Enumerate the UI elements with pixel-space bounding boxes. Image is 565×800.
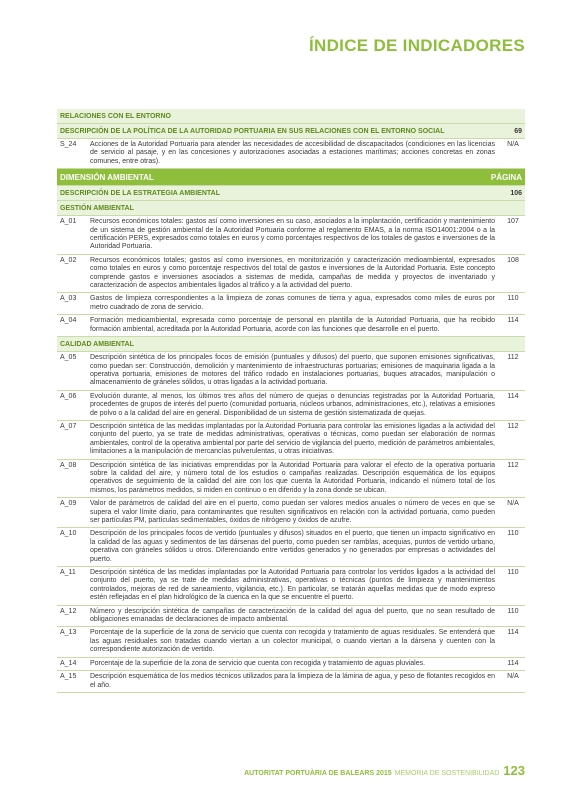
indicator-page: 114 (507, 392, 519, 400)
indicator-description: Recursos económicos totales: gastos así como inversiones en su caso, asociados a la implantación, certificación y mantenimiento de un sistema de gestión ambiental de la Autoridad Portuaria conforme al reglamento EMAS, a la norma ISO14001:2004 o a la certificación PERS, expresados como totales en euros y como porcentajes respectivos de los totales de gastos e inversiones de la Autoridad Portuaria. (90, 218, 495, 251)
indicator-description: Número y descripción sintética de campañas de caracterización de la calidad del agua del puerto, que no sean resultado de obligaciones emanadas de declaraciones de impacto ambiental. (90, 607, 495, 624)
table-row (57, 391, 525, 421)
table-row (57, 528, 525, 567)
indicator-page: N/A (507, 141, 519, 148)
indicator-page: 107 (507, 218, 519, 226)
subsection-header (57, 124, 525, 139)
table-row (57, 315, 525, 337)
page-footer (244, 763, 525, 778)
dimension-title: DIMENSIÓN AMBIENTAL (60, 172, 154, 182)
subsection-title: DESCRIPCIÓN DE LA POLÍTICA DE LA AUTORIDAD PORTUARIA EN SUS RELACIONES CON EL ENTORNO SOCIAL (60, 127, 445, 135)
table-row (57, 567, 525, 606)
indicator-description: Descripción sintética de las medidas implantadas por la Autoridad Portuaria para controlar las emisiones ligadas a la actividad del conjunto del puerto, ya se trate de medidas administrativas, operativas o técnicas, como puedan ser elaboración de normas ambientales, control de la operativa ambiental por parte del servicio de vigilancia del puerto, medición de parámetros ambientales, limitaciones a la manipulación de mercancías pulverulentas, u otras iniciativas. (90, 422, 495, 456)
table-row (57, 293, 525, 315)
indicator-page: 114 (507, 659, 519, 667)
subsection-header (57, 201, 525, 216)
table-row (57, 627, 525, 657)
indicator-code: A_10 (60, 530, 77, 538)
indicator-code: A_15 (60, 673, 77, 681)
footer-subtitle: MEMORIA DE SOSTENIBILIDAD (394, 770, 500, 777)
section-header (57, 109, 525, 124)
table-row (57, 658, 525, 671)
indicator-code: A_01 (60, 218, 77, 226)
indicator-page: 114 (507, 629, 519, 637)
indicator-page: 112 (507, 461, 519, 469)
page-title: ÍNDICE DE INDICADORES (309, 36, 525, 55)
table-row (57, 671, 525, 693)
indicator-description: Descripción de los principales focos de vertido (puntuales y difusos) situados en el puerto, que tienen un impacto significativo en la calidad de las aguas y sedimentos de las dársenas del puerto, como pueden ser ramblas, acequias, puntos de vertido urbano, operativa con gráneles sólidos u otros. Diferenciando entre vertidos generados y no generados por empresas o actividades del puerto. (90, 530, 495, 563)
indicator-description: Valor de parámetros de calidad del aire en el puerto, como puedan ser valores medios anuales o número de veces en que se supera el valor límite diario, para contaminantes que resulten significativos en relación con la actividad portuaria, como pueden ser partículas PM, partículas sedimentables, óxidos de nitrógeno y óxidos de azufre. (90, 500, 495, 524)
table-row (57, 139, 525, 169)
indicator-description: Descripción esquemática de los medios técnicos utilizados para la limpieza de la lámina de agua, y peso de flotantes recogidos en el año. (90, 673, 495, 689)
table-row (57, 460, 525, 499)
indicator-code: A_07 (60, 422, 77, 430)
subsection-header (57, 186, 525, 201)
indicator-page: 110 (507, 530, 519, 538)
estrategia-page: 106 (510, 189, 522, 197)
table-row (57, 498, 525, 528)
indicator-code: A_09 (60, 500, 77, 508)
calidad-title: CALIDAD AMBIENTAL (60, 340, 134, 348)
table-row (57, 421, 525, 460)
indicator-description: Evolución durante, al menos, los últimos tres años del número de quejas o denuncias registradas por la Autoridad Portuaria, procedentes de grupos de interés del puerto (comunidad portuaria, núcleos urbanos, administraciones, etc.), relativas a emisiones de polvo o a la calidad del aire en general. Disponibilidad de un sistema de gestión sistematizada de quejas. (90, 392, 495, 417)
indicator-code: A_13 (60, 629, 77, 637)
indicator-page: 114 (507, 317, 519, 325)
indicator-page: N/A (507, 500, 519, 508)
indicator-page: 112 (507, 422, 519, 430)
indicator-description: Porcentaje de la superficie de la zona de servicio que cuenta con recogida y tratamiento de aguas residuales. Se entenderá que las aguas residuales son tratadas cuando viertan a un colector municipal, o cuando viertan a la dársena y cuenten con la correspondiente autorización de vertido. (90, 629, 495, 654)
dimension-bar (57, 169, 525, 186)
indicator-code: A_03 (60, 295, 77, 303)
indicator-page: 110 (507, 295, 519, 303)
indicator-code: A_06 (60, 392, 77, 400)
indicator-code: A_12 (60, 607, 77, 615)
indicator-code: A_05 (60, 354, 77, 362)
indicators-table (57, 109, 525, 693)
indicator-description: Descripción sintética de las medidas implantadas por la Autoridad Portuaria para controlar los vertidos ligados a la actividad del conjunto del puerto, ya se trate de medidas administrativas, operativas o técnicas (puntos de limpieza y mantenimientos controlados, mejoras de red de saneamiento, vigilancia, etc.). En particular, se tratarán aquellas medidas que de modo expreso estén reflejadas en el plan hidrológico de la cuenca en la que se encuentre el puerto. (90, 569, 495, 602)
indicator-page: N/A (507, 673, 519, 681)
estrategia-title: DESCRIPCIÓN DE LA ESTRATEGIA AMBIENTAL (60, 189, 220, 197)
indicator-code: S_24 (60, 141, 77, 148)
footer-org: AUTORITAT PORTUÀRIA DE BALEARS 2015 (244, 770, 392, 777)
indicator-code: A_04 (60, 317, 77, 325)
indicator-page: 112 (507, 354, 519, 362)
indicator-description: Recursos económicos totales; gastos así como inversiones, en monitorización y caracterización medioambiental, expresados como totales en euros y como porcentaje respectivos del total de gastos e inversiones de la Autoridad Portuaria. Este concepto comprende gastos e inversiones asociados a sistemas de medida, campañas de medida y proyectos de inventariado y caracterización de aspectos ambientales ligados al tráfico y a la actividad del puerto. (90, 256, 495, 290)
indicator-description: Formación medioambiental, expresada como porcentaje de personal en plantilla de la Autoridad Portuaria, que ha recibido formación ambiental, acreditada por la Autoridad Portuaria, acorde con las funciones que desarrolle en el puerto. (90, 317, 495, 333)
indicator-description: Descripción sintética de los principales focos de emisión (puntuales y difusos) del puerto, que suponen emisiones significativas, como puedan ser: Construcción, demolición y mantenimiento de infraestructuras portuarias; emisiones de maquinaria ligada a la operativa portuaria, emisiones de motores del tráfico rodado en instalaciones portuarias, buques atracados, manipulación o almacenamiento de gráneles sólidos, u otras ligadas a la actividad portuaria. (90, 354, 495, 387)
subsection-header (57, 337, 525, 352)
indicator-code: A_08 (60, 461, 77, 469)
indicator-description: Acciones de la Autoridad Portuaria para atender las necesidades de accesibilidad de discapacitados (condiciones en las licencias de servicio al pasaje, y en las concesiones y autorizaciones asociadas a estaciones marítimas; acciones concretas en zonas comunes, entre otras). (90, 141, 495, 165)
table-row (57, 606, 525, 628)
indicator-code: A_02 (60, 256, 77, 264)
indicator-code: A_14 (60, 659, 77, 667)
indicator-description: Gastos de limpieza correspondientes a la limpieza de zonas comunes de tierra y agua, expresados como miles de euros por metro cuadrado de zona de servicio. (90, 295, 495, 311)
table-row (57, 352, 525, 391)
section-title: RELACIONES CON EL ENTORNO (60, 112, 171, 120)
indicator-page: 110 (507, 607, 519, 615)
table-row (57, 216, 525, 255)
indicator-page: 108 (507, 256, 519, 264)
indicator-page: 110 (507, 569, 519, 577)
table-row (57, 255, 525, 294)
gestion-title: GESTIÓN AMBIENTAL (60, 204, 134, 212)
page-number: 123 (503, 763, 525, 778)
page-column-header: PÁGINA (490, 172, 522, 182)
indicator-code: A_11 (60, 569, 76, 577)
indicator-description: Descripción sintética de las iniciativas emprendidas por la Autoridad Portuaria para valorar el efecto de la operativa portuaria sobre la calidad del aire, y número total de los estudios o campañas realizadas. Descripción esquemática de los equipos operativos de seguimiento de la calidad del aire con los que cuenta la Autoridad Portuaria, indicando el número total de los mismos, los parámetros medidos, si miden en continuo o en diferido y la zona donde se ubican. (90, 461, 495, 494)
subsection-page: 69 (514, 127, 522, 135)
indicator-description: Porcentaje de la superficie de la zona de servicio que cuenta con recogida y tratamiento de aguas pluviales. (90, 659, 426, 667)
